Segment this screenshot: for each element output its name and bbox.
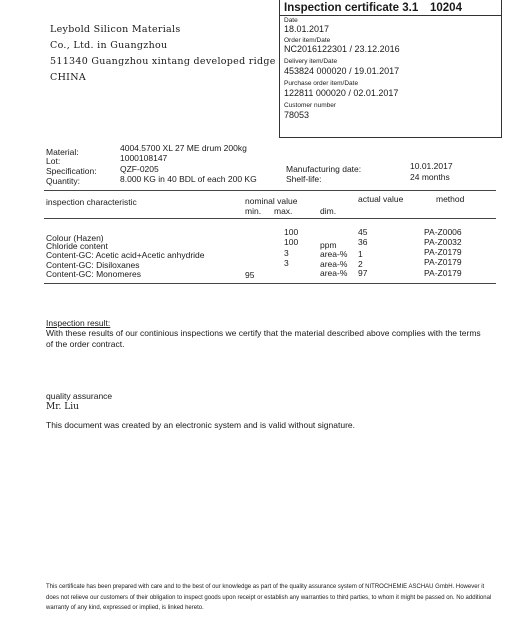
table-row-dim: area-% <box>320 268 348 278</box>
certificate-number: 10204 <box>430 2 462 14</box>
delivery-item-label: Delivery item/Date <box>284 58 338 65</box>
inspection-result-text: With these results of our continious inspections we certify that the material described above complies with the terms of the order contract. <box>46 328 481 349</box>
col-method: method <box>436 194 465 204</box>
quantity-label: Quantity: <box>46 176 81 186</box>
purchase-order-value: 122811 000020 / 02.01.2017 <box>284 88 399 98</box>
purchase-order-label: Purchase order item/Date <box>284 80 359 87</box>
table-row-name: Chloride content <box>46 241 108 251</box>
table-row-dim: area-% <box>320 249 348 259</box>
certificate-title: Inspection certificate 3.1 <box>284 2 419 14</box>
table-row-method: PA-Z0179 <box>424 247 462 257</box>
col-characteristic: inspection characteristic <box>46 197 137 207</box>
table-row-max: 100 <box>284 237 299 247</box>
lot-value: 1000108147 <box>120 153 168 163</box>
lot-label: Lot: <box>46 156 61 166</box>
col-nominal-value: nominal value <box>245 196 298 206</box>
table-row-name: Content-GC: Acetic acid+Acetic anhydride <box>46 250 205 260</box>
certificate-header-divider <box>279 15 502 16</box>
col-actual-value: actual value <box>358 194 404 204</box>
table-row-name: Content-GC: Disiloxanes <box>46 260 140 270</box>
customer-number-value: 78053 <box>284 110 310 120</box>
date-value: 18.01.2017 <box>284 24 330 34</box>
material-value: 4004.5700 XL 27 ME drum 200kg <box>120 143 247 153</box>
footer-disclaimer: This certificate has been prepared with care and to the best of our knowledge as part of the quality assurance system of NITROCHEMIE ASCHAU GmbH. However it does not relieve our customers of their obligation to inspect goods upon receipt or establish any warranties to third parties, to whom it might be passed on. No additional warranty of any kind, expressed or implied, is linked hereto. <box>46 584 492 611</box>
table-header-rule <box>44 218 496 219</box>
table-row-actual: 36 <box>358 237 368 247</box>
electronic-system-note: This document was created by an electronic system and is valid without signature. <box>46 420 355 430</box>
table-row-dim: area-% <box>320 259 348 269</box>
table-row-method: PA-Z0032 <box>424 237 462 247</box>
shelf-life-label: Shelf-life: <box>286 174 322 184</box>
table-row-method: PA-Z0006 <box>424 227 462 237</box>
table-row-name: Colour (Hazen) <box>46 233 104 243</box>
inspection-result-heading: Inspection result: <box>46 318 111 328</box>
table-row-actual: 97 <box>358 268 368 278</box>
material-label: Material: <box>46 147 79 157</box>
quality-assurance-name: Mr. Liu <box>46 402 79 412</box>
table-row-actual: 2 <box>358 259 363 269</box>
col-dim: dim. <box>320 206 337 216</box>
table-row-actual: 1 <box>358 249 363 259</box>
order-item-label: Order item/Date <box>284 37 331 44</box>
specification-value: QZF-0205 <box>120 164 159 174</box>
address-line-4: CHINA <box>50 72 86 83</box>
col-min: min. <box>245 206 262 216</box>
table-row-name: Content-GC: Monomeres <box>46 269 141 279</box>
date-label: Date <box>284 17 298 24</box>
manufacturing-date-value: 10.01.2017 <box>410 161 453 171</box>
col-max: max. <box>274 206 293 216</box>
table-row-max: 3 <box>284 248 289 258</box>
table-row-actual: 45 <box>358 227 368 237</box>
address-line-1: Leybold Silicon Materials <box>50 24 181 35</box>
quality-assurance-label: quality assurance <box>46 391 113 401</box>
customer-number-label: Customer number <box>284 102 337 109</box>
address-line-2: Co., Ltd. in Guangzhou <box>50 40 168 51</box>
table-row-dim: ppm <box>320 240 337 250</box>
table-row-max: 3 <box>284 258 289 268</box>
specification-label: Specification: <box>46 166 97 176</box>
address-line-3: 511340 Guangzhou xintang developed ridge <box>50 56 276 67</box>
table-row-min: 95 <box>245 270 255 280</box>
quantity-value: 8.000 KG in 40 BDL of each 200 KG <box>120 174 257 184</box>
delivery-item-value: 453824 000020 / 19.01.2017 <box>284 66 400 76</box>
shelf-life-value: 24 months <box>410 172 450 182</box>
table-row-method: PA-Z0179 <box>424 268 462 278</box>
manufacturing-date-label: Manufacturing date: <box>286 164 362 174</box>
table-row-max: 100 <box>284 227 299 237</box>
order-item-value: NC2016122301 / 23.12.2016 <box>284 44 400 54</box>
table-row-method: PA-Z0179 <box>424 257 462 267</box>
table-bottom-rule <box>44 283 496 284</box>
table-top-rule <box>44 190 496 191</box>
